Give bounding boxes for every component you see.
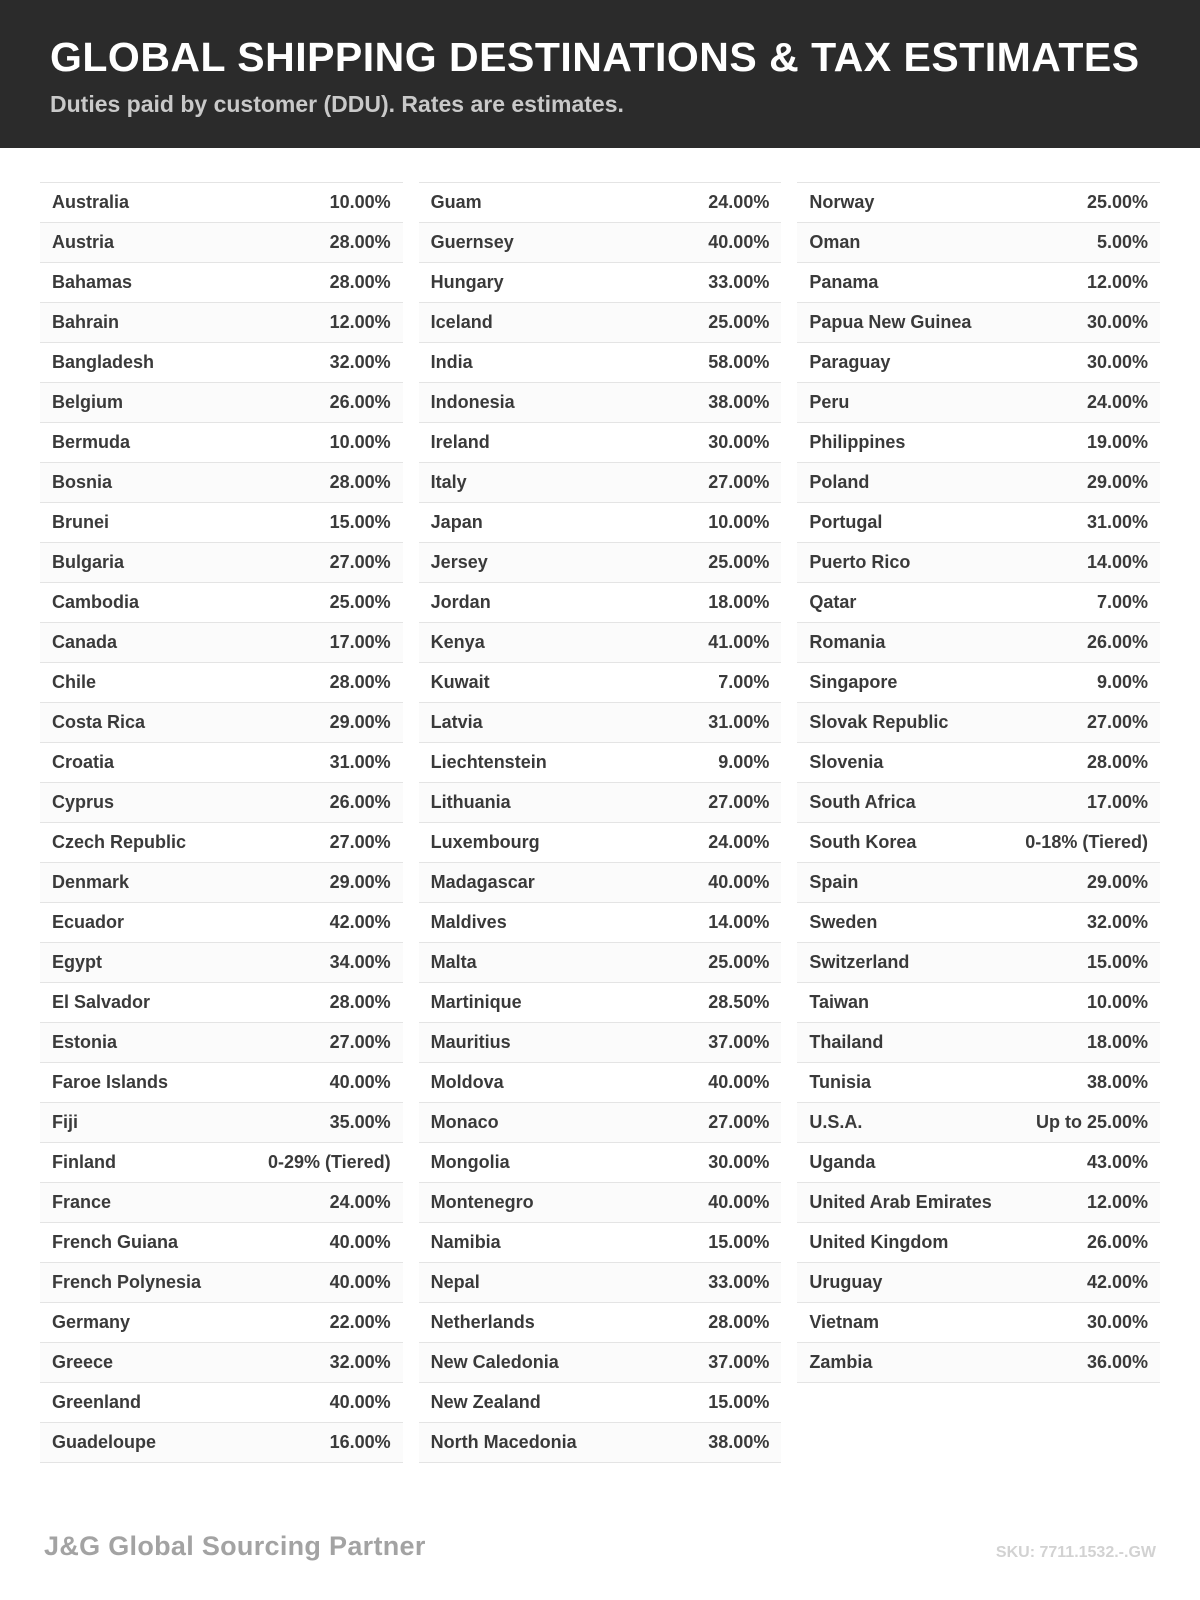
table-row	[419, 623, 782, 663]
country-name: New Caledonia	[430, 1352, 559, 1372]
tax-rate: 14.00%	[708, 912, 770, 932]
country-name: Paraguay	[809, 352, 891, 372]
table-row	[40, 903, 403, 943]
table-row	[419, 383, 782, 423]
country-name: Faroe Islands	[52, 1072, 169, 1092]
tax-rate: 40.00%	[708, 872, 770, 892]
tax-rate: 28.00%	[708, 1312, 770, 1332]
table-row	[40, 1303, 403, 1343]
tax-rate: 27.00%	[1086, 712, 1149, 732]
tax-rate: 27.00%	[329, 552, 391, 572]
table-row	[797, 1223, 1160, 1263]
country-name: Greece	[52, 1352, 114, 1372]
tax-rate: 25.00%	[708, 312, 770, 332]
table-row	[40, 1343, 403, 1383]
table-row	[797, 823, 1160, 863]
country-name: Jersey	[430, 552, 488, 572]
country-name: South Africa	[809, 792, 916, 812]
country-name: Philippines	[809, 432, 906, 452]
country-name: El Salvador	[52, 992, 151, 1012]
tax-rate: 40.00%	[329, 1072, 391, 1092]
tax-rate: 22.00%	[329, 1312, 391, 1332]
country-name: Egypt	[52, 952, 103, 972]
table-row	[797, 263, 1160, 303]
table-row	[40, 623, 403, 663]
tax-rate: 27.00%	[329, 832, 391, 852]
country-name: Canada	[52, 632, 118, 652]
country-name: Hungary	[430, 272, 504, 292]
tax-rate: 30.00%	[708, 1152, 770, 1172]
tax-rate: 41.00%	[708, 632, 770, 652]
table-row	[40, 1183, 403, 1223]
tax-rate: 38.00%	[1086, 1072, 1149, 1092]
country-name: Bahamas	[52, 272, 133, 292]
country-name: Kuwait	[430, 672, 490, 692]
tax-rate: 42.00%	[329, 912, 391, 932]
country-name: French Guiana	[52, 1232, 179, 1252]
table-row	[419, 743, 782, 783]
table-row	[419, 983, 782, 1023]
table-row	[40, 303, 403, 343]
table-row	[797, 1063, 1160, 1103]
tax-rate: 30.00%	[708, 432, 770, 452]
tax-rate: 26.00%	[1086, 632, 1149, 652]
table-row	[797, 343, 1160, 383]
tax-rate: 35.00%	[329, 1112, 391, 1132]
table-row	[797, 1143, 1160, 1183]
table-row	[40, 343, 403, 383]
table-row	[40, 1423, 403, 1463]
table-row	[797, 783, 1160, 823]
table-row	[40, 383, 403, 423]
tax-rate: 40.00%	[708, 232, 770, 252]
tax-rate: 28.50%	[708, 992, 770, 1012]
tax-rate: 30.00%	[1086, 1312, 1149, 1332]
country-name: Puerto Rico	[809, 552, 911, 572]
sku-label: SKU: 7711.1532.-.GW	[995, 1544, 1156, 1561]
country-name: Guernsey	[430, 232, 514, 252]
tax-rate: 28.00%	[329, 232, 391, 252]
table-row	[40, 263, 403, 303]
country-name: French Polynesia	[52, 1272, 202, 1292]
tax-rate: 5.00%	[1096, 232, 1149, 252]
table-row	[40, 1143, 403, 1183]
table-row	[40, 503, 403, 543]
table-row	[419, 783, 782, 823]
table-row	[419, 183, 782, 223]
page-subtitle: Duties paid by customer (DDU). Rates are estimates.	[50, 91, 624, 117]
tax-rate: 25.00%	[708, 552, 770, 572]
country-name: Panama	[809, 272, 879, 292]
country-name: Croatia	[52, 752, 115, 772]
country-name: Estonia	[52, 1032, 118, 1052]
rates-column-1	[40, 182, 403, 1463]
table-row	[797, 663, 1160, 703]
table-row	[797, 423, 1160, 463]
tax-rate: 0-18% (Tiered)	[1025, 832, 1149, 852]
country-name: Martinique	[430, 992, 522, 1012]
table-row	[797, 743, 1160, 783]
country-name: Bulgaria	[52, 552, 125, 572]
country-name: Austria	[52, 232, 115, 252]
tax-rate: 38.00%	[708, 392, 770, 412]
table-row	[419, 1343, 782, 1383]
tax-rate: 27.00%	[329, 1032, 391, 1052]
tax-rate: 15.00%	[1086, 952, 1149, 972]
country-name: Jordan	[430, 592, 491, 612]
country-name: Netherlands	[430, 1312, 535, 1332]
country-name: Bangladesh	[52, 352, 155, 372]
tax-rate: 25.00%	[708, 952, 770, 972]
table-row	[797, 223, 1160, 263]
tax-rate: 26.00%	[329, 792, 391, 812]
tax-rate: 29.00%	[329, 712, 391, 732]
tax-rate: 12.00%	[329, 312, 391, 332]
table-row	[419, 1263, 782, 1303]
table-row	[797, 1303, 1160, 1343]
tax-rate: 0-29% (Tiered)	[267, 1152, 391, 1172]
tax-rate: 28.00%	[329, 672, 391, 692]
country-name: Mongolia	[430, 1152, 510, 1172]
tax-rate: 27.00%	[708, 472, 770, 492]
country-name: Spain	[809, 872, 859, 892]
country-name: Ireland	[430, 432, 490, 452]
table-row	[419, 1303, 782, 1343]
table-row	[40, 703, 403, 743]
tax-rate: 37.00%	[708, 1352, 770, 1372]
table-row	[40, 823, 403, 863]
table-row	[797, 463, 1160, 503]
country-name: India	[430, 352, 473, 372]
table-row	[40, 783, 403, 823]
country-name: Norway	[809, 192, 875, 212]
table-row	[419, 1423, 782, 1463]
tax-rate: 28.00%	[329, 992, 391, 1012]
country-name: Guadeloupe	[52, 1432, 157, 1452]
country-name: U.S.A.	[809, 1112, 863, 1132]
rates-column-2	[419, 182, 782, 1463]
tax-rate: 27.00%	[708, 792, 770, 812]
country-name: Slovenia	[809, 752, 884, 772]
table-row	[419, 703, 782, 743]
tax-rate: 10.00%	[329, 192, 391, 212]
table-row	[419, 1383, 782, 1423]
tax-rate: 24.00%	[1086, 392, 1149, 412]
tax-rate: 29.00%	[1086, 472, 1149, 492]
table-row	[797, 1263, 1160, 1303]
tax-rate: 29.00%	[329, 872, 391, 892]
table-row	[797, 1343, 1160, 1383]
table-row	[797, 943, 1160, 983]
tax-rate: 32.00%	[329, 1352, 391, 1372]
country-name: Iceland	[430, 312, 493, 332]
country-name: Qatar	[809, 592, 857, 612]
country-name: Latvia	[430, 712, 483, 732]
tax-rate: 40.00%	[329, 1392, 391, 1412]
country-name: Moldova	[430, 1072, 504, 1092]
country-name: Poland	[809, 472, 870, 492]
country-name: Peru	[809, 392, 850, 412]
tax-rate: 31.00%	[329, 752, 391, 772]
country-name: Guam	[430, 192, 482, 212]
tax-rate: 28.00%	[329, 272, 391, 292]
tax-rate: 15.00%	[708, 1392, 770, 1412]
table-row	[40, 1103, 403, 1143]
country-name: Mauritius	[430, 1032, 511, 1052]
table-row	[40, 863, 403, 903]
table-row	[797, 183, 1160, 223]
country-name: Slovak Republic	[809, 712, 949, 732]
country-name: Namibia	[430, 1232, 501, 1252]
country-name: New Zealand	[430, 1392, 541, 1412]
country-name: Papua New Guinea	[809, 312, 972, 332]
country-name: Bermuda	[52, 432, 131, 452]
country-name: Ecuador	[52, 912, 125, 932]
country-name: Maldives	[430, 912, 507, 932]
tax-rate: 36.00%	[1086, 1352, 1149, 1372]
country-name: Denmark	[52, 872, 130, 892]
country-name: United Kingdom	[809, 1232, 949, 1252]
tax-rate: 10.00%	[1086, 992, 1149, 1012]
table-row	[419, 263, 782, 303]
country-name: Italy	[430, 472, 467, 492]
country-name: Bosnia	[52, 472, 113, 492]
table-row	[797, 903, 1160, 943]
table-row	[40, 223, 403, 263]
tax-rate: 38.00%	[708, 1432, 770, 1452]
table-row	[40, 663, 403, 703]
table-row	[40, 943, 403, 983]
brand-name: J&G Global Sourcing Partner	[44, 1531, 426, 1561]
tax-rate: 58.00%	[708, 352, 770, 372]
table-row	[419, 1223, 782, 1263]
page-footer	[0, 1531, 1200, 1600]
tax-rate: 17.00%	[329, 632, 391, 652]
tax-rate: 27.00%	[708, 1112, 770, 1132]
tax-rate: 26.00%	[329, 392, 391, 412]
tax-rate: 24.00%	[708, 832, 770, 852]
country-name: Belgium	[52, 392, 124, 412]
tax-rate: 7.00%	[718, 672, 770, 692]
tax-rate: 30.00%	[1086, 352, 1149, 372]
country-name: Liechtenstein	[430, 752, 547, 772]
table-row	[40, 1063, 403, 1103]
table-row	[797, 703, 1160, 743]
table-row	[40, 1023, 403, 1063]
tax-rate: 25.00%	[329, 592, 391, 612]
table-row	[797, 983, 1160, 1023]
table-row	[797, 303, 1160, 343]
country-name: Zambia	[809, 1352, 873, 1372]
table-row	[40, 1383, 403, 1423]
table-row	[419, 903, 782, 943]
table-row	[419, 1063, 782, 1103]
table-row	[797, 543, 1160, 583]
country-name: Portugal	[809, 512, 883, 532]
tax-rate: 14.00%	[1086, 552, 1149, 572]
table-row	[419, 1103, 782, 1143]
tax-rate: 16.00%	[329, 1432, 391, 1452]
tax-rate: 29.00%	[1086, 872, 1149, 892]
table-row	[797, 863, 1160, 903]
country-name: Czech Republic	[52, 832, 187, 852]
country-name: Greenland	[52, 1392, 142, 1412]
country-name: North Macedonia	[430, 1432, 577, 1452]
country-name: United Arab Emirates	[809, 1192, 992, 1212]
table-row	[40, 583, 403, 623]
country-name: Bahrain	[52, 312, 120, 332]
table-row	[419, 503, 782, 543]
table-row	[797, 583, 1160, 623]
tax-rate: 12.00%	[1086, 272, 1149, 292]
country-name: Cyprus	[52, 792, 115, 812]
tax-rate: 19.00%	[1086, 432, 1149, 452]
table-row	[40, 983, 403, 1023]
table-row	[40, 1263, 403, 1303]
tax-rate: 18.00%	[708, 592, 770, 612]
country-name: Indonesia	[430, 392, 515, 412]
page-title: GLOBAL SHIPPING DESTINATIONS & TAX ESTIMATES	[50, 34, 1140, 80]
country-name: Australia	[52, 192, 130, 212]
table-row	[419, 463, 782, 503]
tax-rate: 30.00%	[1086, 312, 1149, 332]
country-name: Nepal	[430, 1272, 480, 1292]
country-name: Chile	[52, 672, 97, 692]
tax-rate: 26.00%	[1086, 1232, 1149, 1252]
country-name: Vietnam	[809, 1312, 880, 1332]
tax-rate: 24.00%	[329, 1192, 391, 1212]
country-name: Kenya	[430, 632, 485, 652]
tax-rate: 42.00%	[1086, 1272, 1149, 1292]
country-name: Monaco	[430, 1112, 499, 1132]
country-name: Oman	[809, 232, 861, 252]
table-row	[40, 1223, 403, 1263]
tax-rate: 10.00%	[329, 432, 391, 452]
country-name: Sweden	[809, 912, 878, 932]
tax-rate: 9.00%	[1096, 672, 1149, 692]
country-name: Tunisia	[809, 1072, 872, 1092]
tax-rate: 37.00%	[708, 1032, 770, 1052]
table-row	[419, 1183, 782, 1223]
tax-rate: 31.00%	[1086, 512, 1149, 532]
table-row	[40, 463, 403, 503]
table-row	[797, 383, 1160, 423]
country-name: Luxembourg	[430, 832, 540, 852]
table-row	[797, 623, 1160, 663]
country-name: Germany	[52, 1312, 131, 1332]
tax-rate: 17.00%	[1086, 792, 1149, 812]
table-row	[419, 343, 782, 383]
tax-rate: Up to 25.00%	[1035, 1112, 1149, 1132]
country-name: Switzerland	[809, 952, 910, 972]
country-name: Fiji	[52, 1112, 78, 1132]
country-name: Singapore	[809, 672, 898, 692]
tax-rate: 40.00%	[708, 1192, 770, 1212]
table-row	[797, 1183, 1160, 1223]
country-name: France	[52, 1192, 112, 1212]
tax-rate: 40.00%	[329, 1232, 391, 1252]
tax-rate: 40.00%	[708, 1072, 770, 1092]
country-name: South Korea	[809, 832, 917, 852]
country-name: Finland	[52, 1152, 116, 1172]
tax-rate: 40.00%	[329, 1272, 391, 1292]
country-name: Cambodia	[52, 592, 140, 612]
country-name: Uganda	[809, 1152, 876, 1172]
tax-rate: 9.00%	[718, 752, 770, 772]
country-name: Japan	[430, 512, 483, 532]
tax-rate: 31.00%	[708, 712, 770, 732]
tax-rate: 34.00%	[329, 952, 391, 972]
table-row	[419, 1143, 782, 1183]
table-row	[419, 823, 782, 863]
tax-rate: 12.00%	[1086, 1192, 1149, 1212]
tax-rate: 28.00%	[329, 472, 391, 492]
table-row	[797, 503, 1160, 543]
tax-rate: 15.00%	[329, 512, 391, 532]
table-row	[419, 223, 782, 263]
country-name: Costa Rica	[52, 712, 146, 732]
country-name: Taiwan	[809, 992, 870, 1012]
table-row	[797, 1023, 1160, 1063]
tax-rate: 7.00%	[1096, 592, 1149, 612]
table-row	[419, 303, 782, 343]
country-name: Madagascar	[430, 872, 535, 892]
table-row	[419, 583, 782, 623]
tax-rate: 28.00%	[1086, 752, 1149, 772]
country-name: Malta	[430, 952, 477, 972]
tax-rate: 33.00%	[708, 272, 770, 292]
tax-rate: 25.00%	[1086, 192, 1149, 212]
table-row	[419, 1023, 782, 1063]
tax-rate: 32.00%	[1086, 912, 1149, 932]
tax-rate: 10.00%	[708, 512, 770, 532]
country-name: Uruguay	[809, 1272, 883, 1292]
tax-rate: 32.00%	[329, 352, 391, 372]
table-row	[419, 863, 782, 903]
country-name: Montenegro	[430, 1192, 534, 1212]
tax-rate: 33.00%	[708, 1272, 770, 1292]
table-row	[40, 423, 403, 463]
country-name: Romania	[809, 632, 886, 652]
table-row	[40, 543, 403, 583]
table-row	[419, 423, 782, 463]
table-row	[419, 663, 782, 703]
table-row	[40, 743, 403, 783]
country-name: Thailand	[809, 1032, 884, 1052]
country-name: Lithuania	[430, 792, 511, 812]
table-row	[40, 183, 403, 223]
rates-column-3	[797, 182, 1160, 1383]
table-row	[797, 1103, 1160, 1143]
tax-rate: 43.00%	[1086, 1152, 1149, 1172]
country-name: Brunei	[52, 512, 110, 532]
tax-rate: 24.00%	[708, 192, 770, 212]
table-row	[419, 543, 782, 583]
tax-rate: 15.00%	[708, 1232, 770, 1252]
table-row	[419, 943, 782, 983]
tax-rate: 18.00%	[1086, 1032, 1149, 1052]
header-banner	[0, 0, 1200, 148]
rates-table	[0, 148, 1200, 1463]
